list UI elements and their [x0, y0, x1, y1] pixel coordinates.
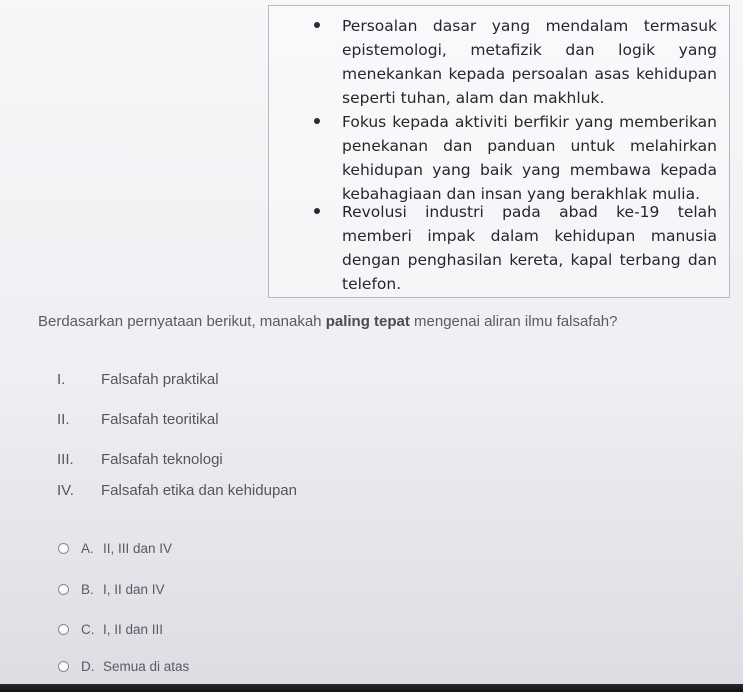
question-text-start: Berdasarkan pernyataan berikut, manakah	[38, 313, 326, 330]
option-letter: D.	[81, 658, 95, 674]
statement-text: Falsafah teknologi	[101, 451, 223, 468]
statement-text: Falsafah etika dan kehidupan	[101, 482, 297, 499]
bullet-dot-icon	[314, 208, 320, 214]
screen-bottom-edge	[0, 684, 743, 692]
option-d[interactable]	[58, 656, 189, 676]
question-emphasis: paling tepat	[325, 313, 410, 330]
statement-text: Falsafah praktikal	[101, 371, 219, 388]
statement-number: II.	[57, 411, 70, 428]
option-letter: C.	[81, 621, 95, 637]
option-text: I, II dan IV	[103, 581, 165, 597]
question-text	[38, 313, 738, 330]
context-box	[268, 5, 730, 298]
option-c[interactable]	[58, 619, 163, 639]
radio-button-icon[interactable]	[58, 543, 69, 554]
bullet-dot-icon	[314, 118, 320, 124]
context-bullet	[342, 14, 717, 110]
context-bullet	[342, 200, 717, 296]
question-text-end: mengenai aliran ilmu falsafah?	[409, 313, 618, 330]
context-bullet-text: Fokus kepada aktiviti berfikir yang memberikan penekanan dan panduan untuk melahirkan kehidupan yang baik yang membawa kepada kebahagiaan dan insan yang berakhlak mulia.	[342, 113, 717, 203]
option-letter: A.	[81, 540, 94, 556]
context-bullet-text: Persoalan dasar yang mendalam termasuk epistemologi, metafizik dan logik yang menekankan kepada persoalan asas kehidupan seperti tuhan, alam dan makhluk.	[342, 17, 717, 107]
option-text: I, II dan III	[103, 621, 164, 637]
option-text: Semua di atas	[103, 658, 190, 674]
statement-number: III.	[57, 451, 74, 468]
statement-number: IV.	[57, 482, 74, 499]
radio-button-icon[interactable]	[58, 584, 69, 595]
statement-number: I.	[57, 371, 66, 388]
radio-button-icon[interactable]	[58, 661, 69, 672]
option-a[interactable]	[58, 538, 172, 558]
bullet-dot-icon	[314, 22, 320, 28]
context-bullet	[342, 110, 717, 206]
option-text: II, III dan IV	[103, 540, 173, 556]
option-letter: B.	[81, 581, 94, 597]
context-bullet-text: Revolusi industri pada abad ke-19 telah memberi impak dalam kehidupan manusia dengan penghasilan kereta, kapal terbang dan telefon.	[342, 203, 717, 293]
option-b[interactable]	[58, 579, 165, 599]
statement-text: Falsafah teoritikal	[101, 411, 219, 428]
radio-button-icon[interactable]	[58, 624, 69, 635]
